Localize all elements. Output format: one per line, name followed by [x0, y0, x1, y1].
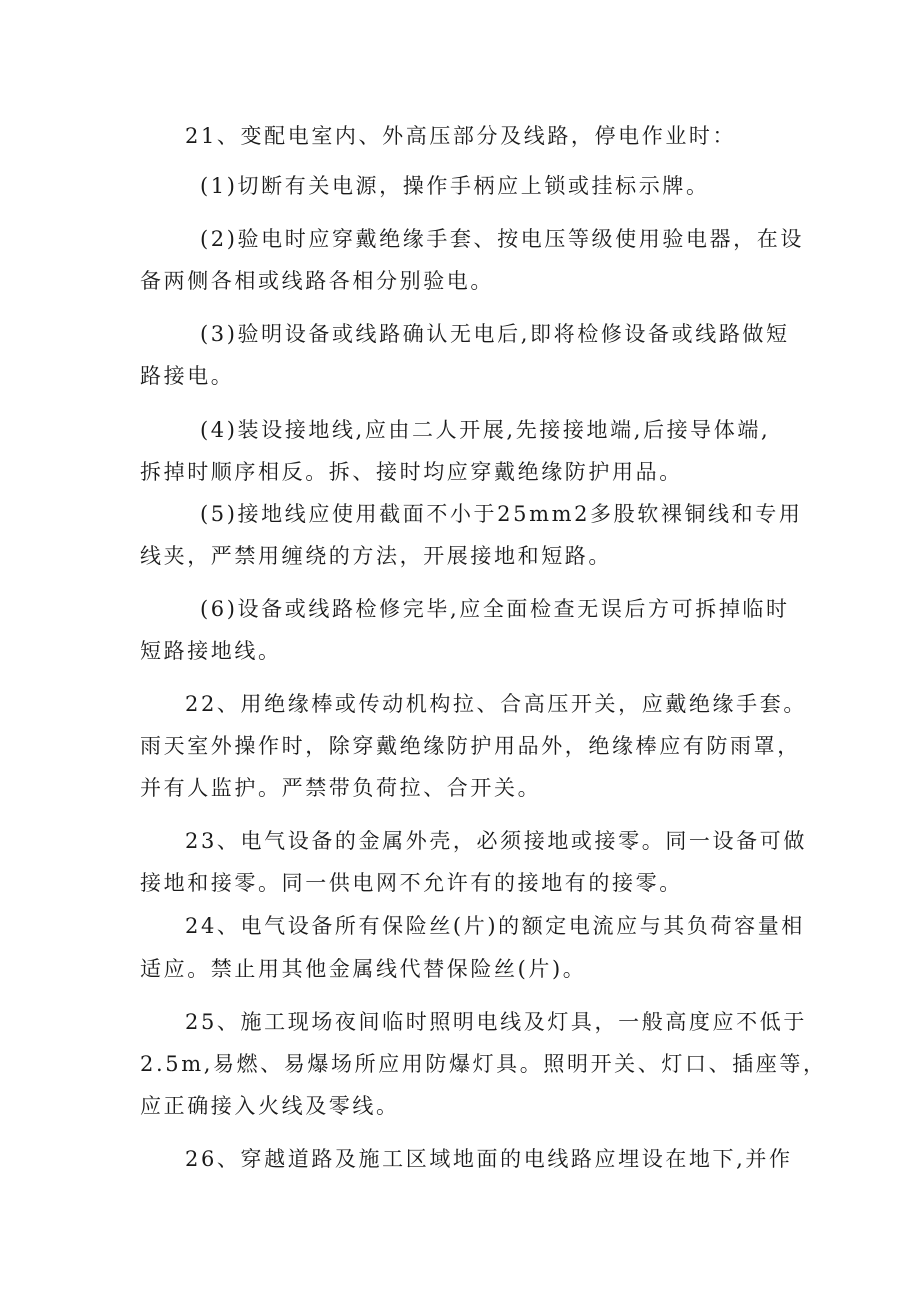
- text-line: 路接电。: [140, 364, 235, 388]
- text-line: (2)验电时应穿戴绝缘手套、按电压等级使用验电器，在设: [200, 227, 804, 251]
- text-line: 适应。禁止用其他金属线代替保险丝(片)。: [140, 957, 587, 981]
- text-line: 拆掉时顺序相反。拆、接时均应穿戴绝缘防护用品。: [140, 460, 683, 484]
- text-line: 21、变配电室内、外高压部分及线路，停电作业时：: [185, 124, 737, 148]
- text-line: (4)装设接地线,应由二人开展,先接接地端,后接导体端,: [200, 418, 771, 442]
- text-line: (3)验明设备或线路确认无电后,即将检修设备或线路做短: [200, 322, 790, 346]
- text-line: 23、电气设备的金属外壳，必须接地或接零。同一设备可做: [185, 829, 807, 853]
- text-line: 线夹，严禁用缠绕的方法，开展接地和短路。: [140, 544, 612, 568]
- text-line: 雨天室外操作时，除穿戴绝缘防护用品外，绝缘棒应有防雨罩，: [140, 734, 801, 758]
- text-line: (6)设备或线路检修完毕,应全面检查无误后方可拆掉临时: [200, 597, 790, 621]
- text-line: 接地和接零。同一供电网不允许有的接地有的接零。: [140, 871, 683, 895]
- text-line: 26、穿越道路及施工区域地面的电线路应埋设在地下,并作: [185, 1147, 793, 1171]
- text-line: 22、用绝缘棒或传动机构拉、合高压开关，应戴绝缘手套。: [185, 692, 807, 716]
- text-line: (1)切断有关电源，操作手柄应上锁或挂标示牌。: [200, 174, 710, 198]
- text-line: 短路接地线。: [140, 639, 282, 663]
- text-line: 25、施工现场夜间临时照明电线及灯具，一般高度应不低于: [185, 1010, 807, 1034]
- text-line: 备两侧各相或线路各相分别验电。: [140, 269, 494, 293]
- text-line: 应正确接入火线及零线。: [140, 1094, 400, 1118]
- text-line: 24、电气设备所有保险丝(片)的额定电流应与其负荷容量相: [185, 914, 805, 938]
- text-line: 并有人监护。严禁带负荷拉、合开关。: [140, 776, 542, 800]
- text-line: 2.5m,易燃、易爆场所应用防爆灯具。照明开关、灯口、插座等，: [140, 1052, 827, 1076]
- text-line: (5)接地线应使用截面不小于25mm2多股软裸铜线和专用: [200, 502, 803, 526]
